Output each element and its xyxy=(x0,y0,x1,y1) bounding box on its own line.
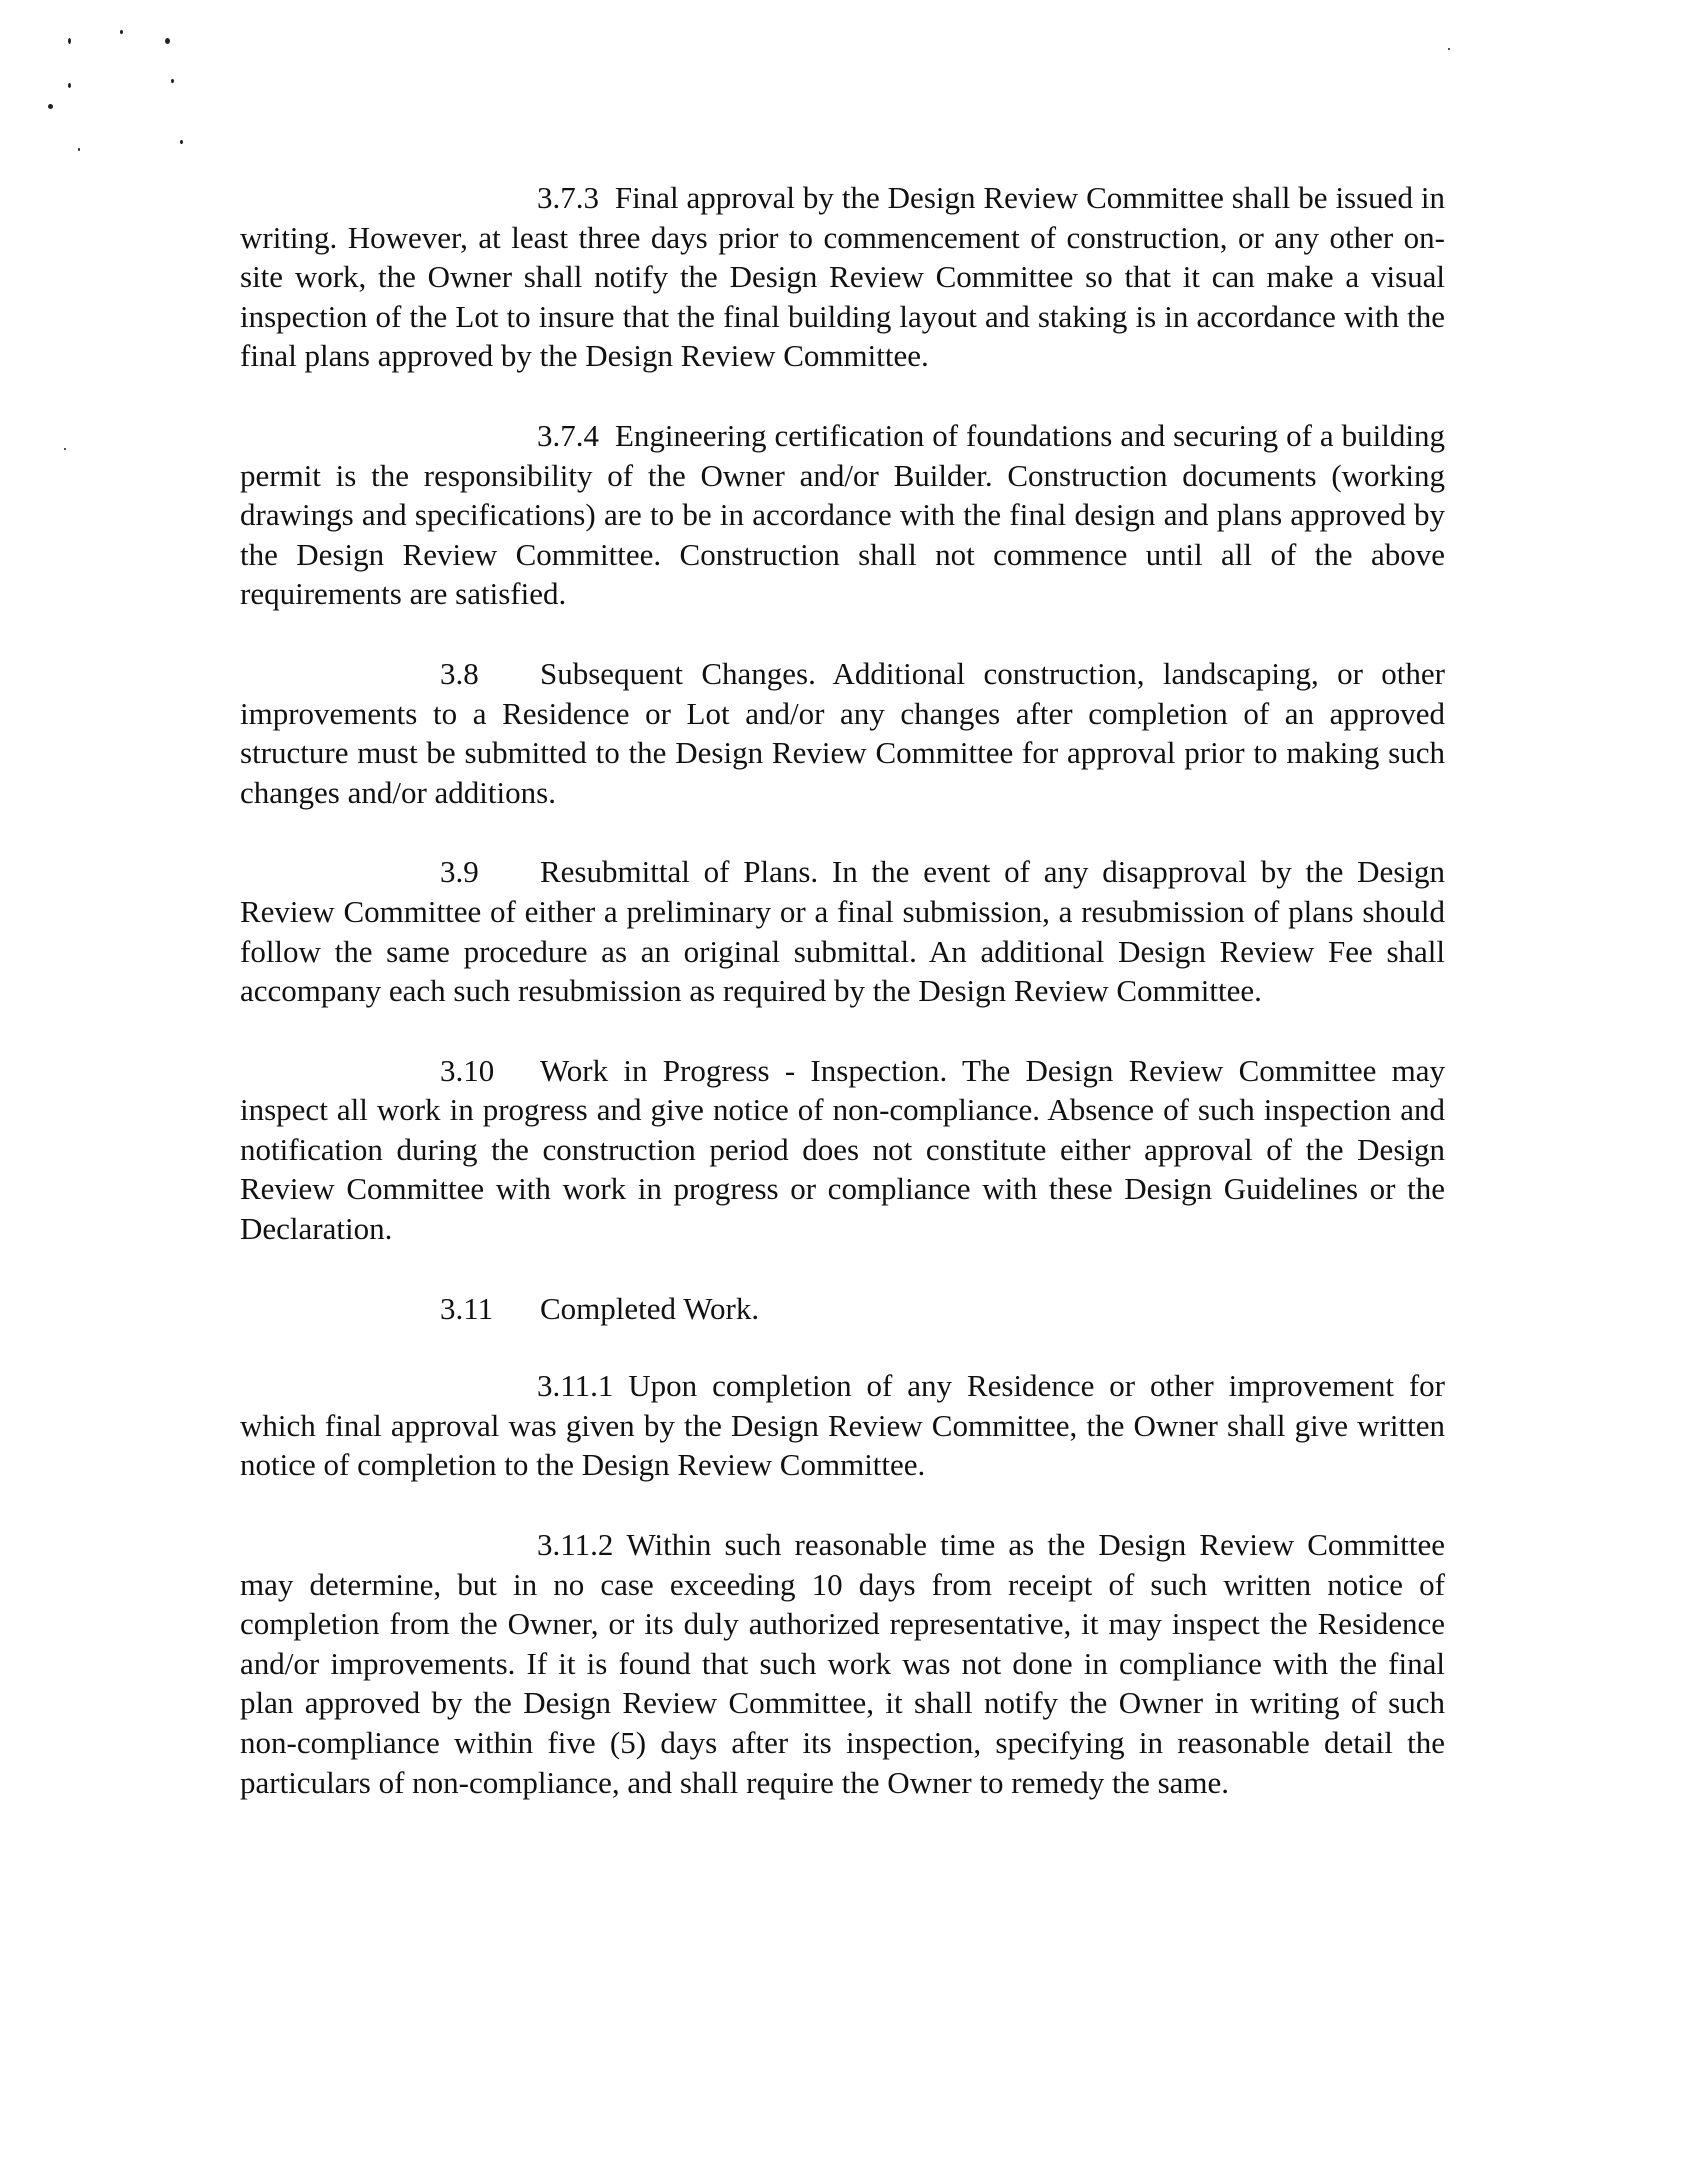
section-number: 3.10 xyxy=(440,1052,495,1088)
document-body xyxy=(240,178,1445,1842)
paragraph-text: Subsequent Changes. Additional construction, landscaping, or other improvements to a Residence or Lot and/or any changes after completion of an approved structure must be submitted to the Design Review Committee for approval prior to making such changes and/or additions. xyxy=(240,655,1445,810)
scan-speck xyxy=(165,38,170,44)
paragraph-text: Engineering certification of foundations and securing of a building permit is the responsibility of the Owner and/or Builder. Construction documents (working drawings and specifications) are to be in accordance with the final design and plans approved by the Design Review Committee. Construction shall not commence until all of the above requirements are satisfied. xyxy=(240,417,1445,612)
scan-speck xyxy=(120,30,123,34)
section-heading-3-11 xyxy=(240,1289,1445,1329)
section-title: Completed Work. xyxy=(540,1290,760,1326)
section-number: 3.11.2 xyxy=(537,1527,614,1563)
scan-speck xyxy=(68,83,71,88)
section-number: 3.9 xyxy=(440,854,479,890)
paragraph-3-9 xyxy=(240,852,1445,1010)
scan-speck xyxy=(48,104,53,109)
paragraph-3-11-1 xyxy=(240,1366,1445,1485)
paragraph-3-7-4 xyxy=(240,416,1445,614)
paragraph-text: Resubmittal of Plans. In the event of any disapproval by the Design Review Committee of either a preliminary or a final submission, a resubmission of plans should follow the same procedure as an original submittal. An additional Design Review Fee shall accompany each such resubmission as required by the Design Review Committee. xyxy=(240,854,1445,1009)
paragraph-text: Upon completion of any Residence or other improvement for which final approval was given by the Design Review Committee, the Owner shall give written notice of completion to the Design Review Committee. xyxy=(240,1368,1446,1483)
section-number: 3.11.1 xyxy=(537,1368,614,1404)
paragraph-text: Within such reasonable time as the Design Review Committee may determine, but in no case exceeding 10 days from receipt of such written notice of completion from the Owner, or its duly authorized representative, it may inspect the Residence and/or improvements. If it is found that such work was not done in compliance with the final plan approved by the Design Review Committee, it shall notify the Owner in writing of such non-compliance within five (5) days after its inspection, specifying in reasonable detail the particulars of non-compliance, and shall require the Owner to remedy the same. xyxy=(240,1527,1445,1800)
paragraph-3-10 xyxy=(240,1051,1445,1249)
scan-speck xyxy=(180,140,183,144)
section-number: 3.7.3 xyxy=(537,180,599,215)
paragraph-3-7-3 xyxy=(240,178,1445,376)
paragraph-text: Work in Progress - Inspection. The Design Review Committee may inspect all work in progress and give notice of non-compliance. Absence of such inspection and notification during the construction period does not constitute either approval of the Design Review Committee with work in progress or compliance with these Design Guidelines or the Declaration. xyxy=(240,1052,1445,1247)
section-number: 3.11 xyxy=(440,1290,494,1326)
section-number: 3.8 xyxy=(440,655,479,691)
paragraph-text: Final approval by the Design Review Committee shall be issued in writing. However, at least three days prior to commencement of construction, or any other on-site work, the Owner shall notify the Design Review Committee so that it can make a visual inspection of the Lot to insure that the final building layout and staking is in accordance with the final plans approved by the Design Review Committee. xyxy=(240,180,1445,374)
section-number: 3.7.4 xyxy=(537,417,599,453)
paragraph-3-11-2 xyxy=(240,1525,1445,1802)
scan-speck xyxy=(171,79,174,83)
scan-speck xyxy=(68,38,71,44)
scan-speck xyxy=(78,148,80,151)
scan-speck xyxy=(64,448,66,450)
scan-speck xyxy=(1448,48,1450,50)
paragraph-3-8 xyxy=(240,654,1445,812)
